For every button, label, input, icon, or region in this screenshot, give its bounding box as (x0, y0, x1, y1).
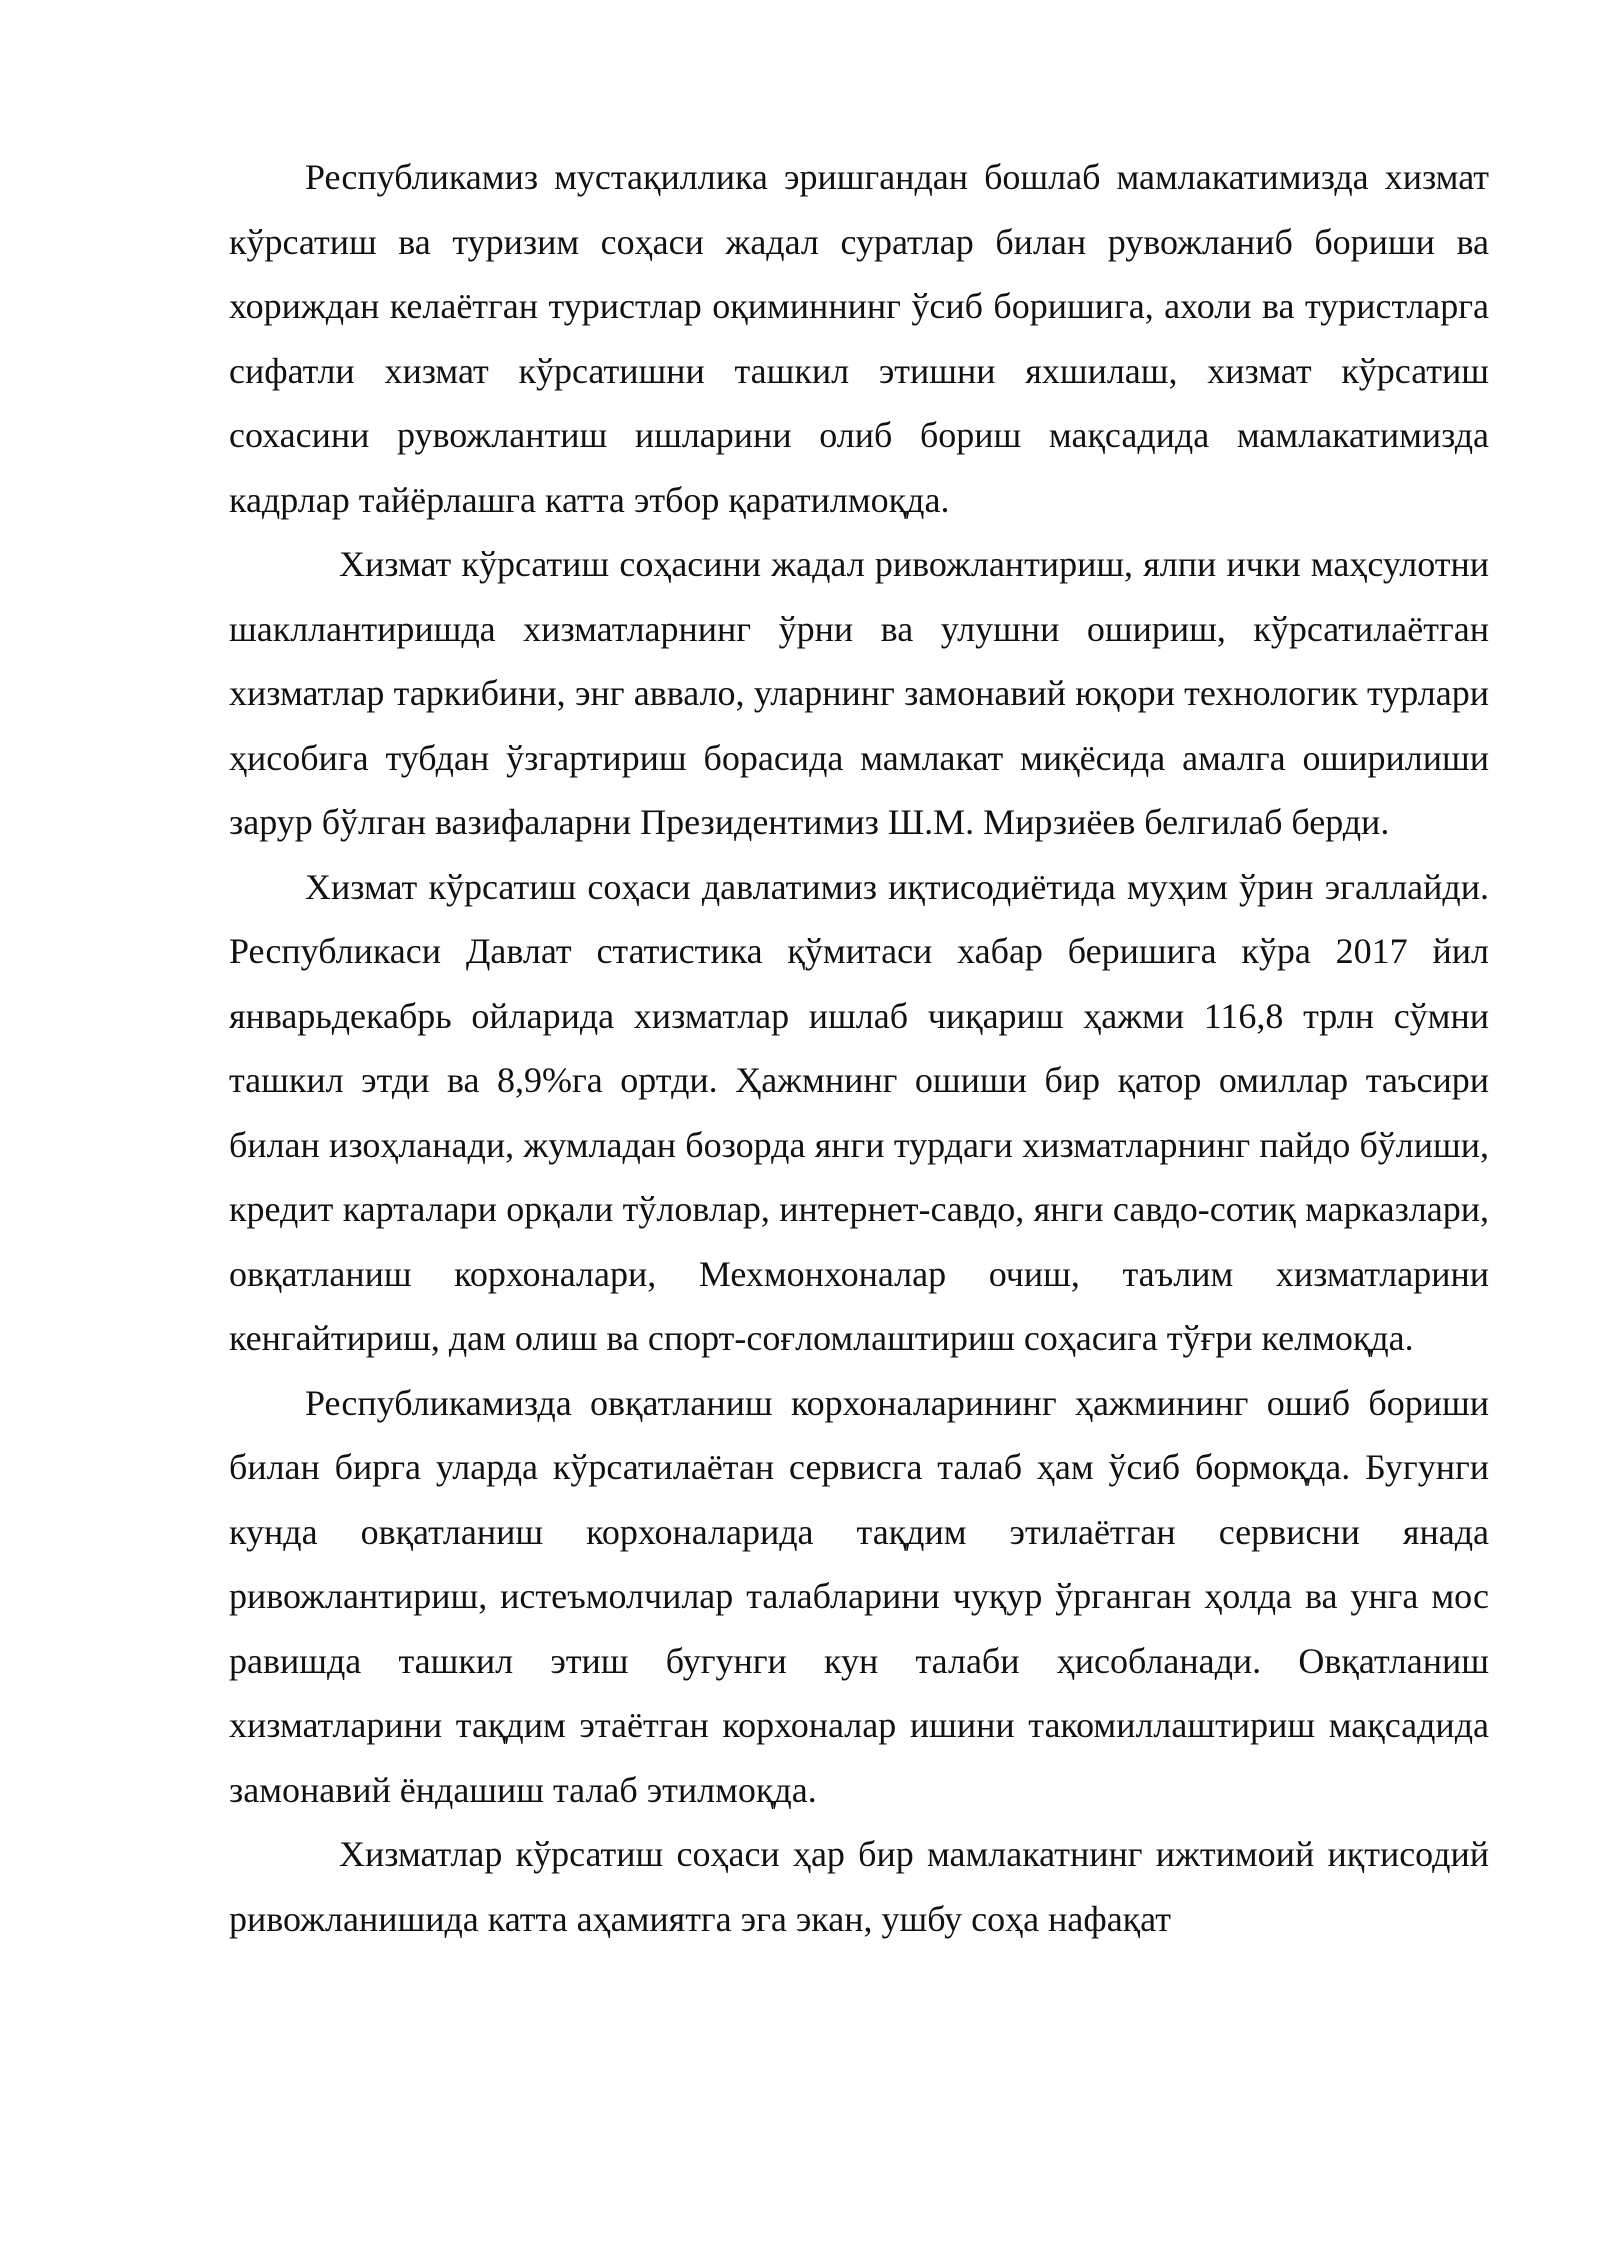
document-page (229, 145, 1489, 1951)
paragraph-independence-tourism: Республикамиз мустақиллика эришгандан бошлаб мамлакатимизда хизмат кўрсатиш ва туризим соҳаси жадал суратлар билан рувожланиб бориши ва хориждан келаётган туристлар оқиминнинг ўсиб боришига, ахоли ва туристларга сифатли хизмат кўрсатишни ташкил этишни яхшилаш, хизмат кўрсатиш сохасини рувожлантиш ишларини олиб бориш мақсадида мамлакатимизда кадрлар тайёрлашга катта этбор қаратилмоқда. (229, 157, 1489, 520)
paragraph-service-statistics: Хизмат кўрсатиш соҳаси давлатимиз иқтисодиётида муҳим ўрин эгаллайди. Республикаси Давлат статистика қўмитаси хабар беришига кўра 2017 йил январьдекабрь ойларида хизматлар ишлаб чиқариш ҳажми 116,8 трлн сўмни ташкил этди ва 8,9%га ортди. Ҳажмнинг ошиши бир қатор омиллар таъсири билан изоҳланади, жумладан бозорда янги турдаги хизматларнинг пайдо бўлиши, кредит карталари орқали тўловлар, интернет-савдо, янги савдо-сотиқ марказлари, овқатланиш корхоналари, Мехмонхоналар очиш, таълим хизматларини кенгайтириш, дам олиш ва спорт-соғломлаштириш соҳасига тўғри келмоқда. (229, 866, 1489, 1358)
paragraph-catering-service: Республикамизда овқатланиш корхоналарининг ҳажмининг ошиб бориши билан бирга уларда кўрсатилаётан сервисга талаб ҳам ўсиб бормоқда. Бугунги кунда овқатланиш корхоналарида тақдим этилаётган сервисни янада ривожлантириш, истеъмолчилар талабларини чуқур ўрганган ҳолда ва унга мос равишда ташкил этиш бугунги кун талаби ҳисобланади. Овқатланиш хизматларини тақдим этаётган корхоналар ишини такомиллаштириш мақсадида замонавий ёндашиш талаб этилмоқда. (229, 1382, 1489, 1810)
paragraph-service-importance: Хизматлар кўрсатиш соҳаси ҳар бир мамлакатнинг ижтимоий иқтисодий ривожланишида катта аҳамиятга эга экан, ушбу соҳа нафақат (229, 1834, 1489, 1939)
paragraph-service-development: Хизмат кўрсатиш соҳасини жадал ривожлантириш, ялпи ички маҳсулотни шакллантиришда хизматларнинг ўрни ва улушни ошириш, кўрсатилаётган хизматлар таркибини, энг аввало, уларнинг замонавий юқори технологик турлари ҳисобига тубдан ўзгартириш борасида мамлакат миқёсида амалга оширилиши зарур бўлган вазифаларни Президентимиз Ш.М. Мирзиёев белгилаб берди. (229, 544, 1489, 842)
